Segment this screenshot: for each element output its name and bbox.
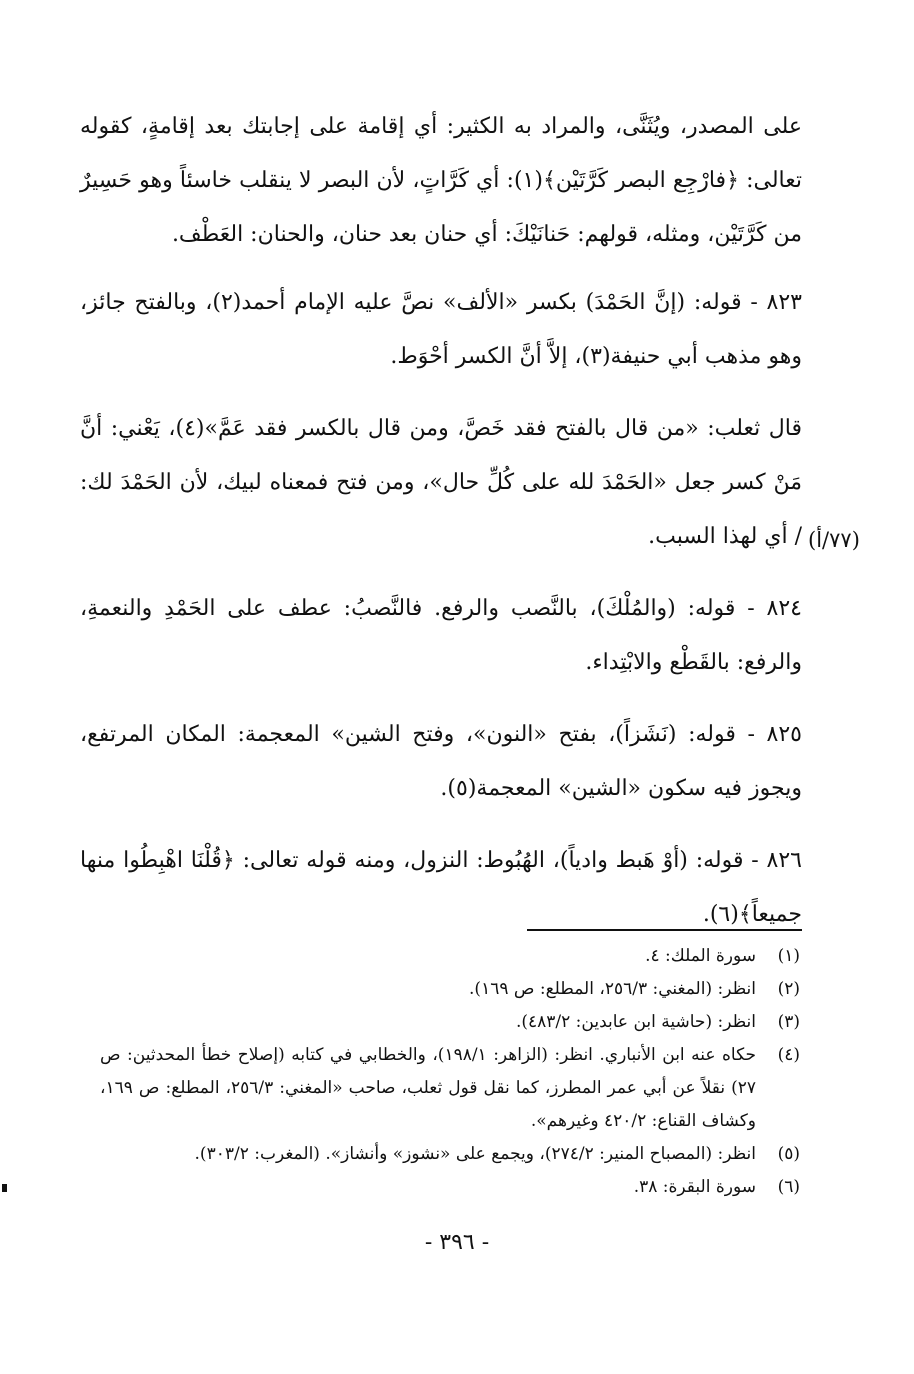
paragraph-1: على المصدر، ويُثَنَّى، والمراد به الكثير: أي إقامة على إجابتك بعد إقامةٍ، كقوله تعالى: ﴿فارْجِع البصر كَرَّتَيْن﴾(١): أي كَرَّاتٍ، لأن البصر لا ينقلب خاسئاً وهو حَسِيرٌ من كَرَّتَيْن، ومثله، قولهم: حَنانَيْكَ: أي حنان بعد حنان، والحنان: العَطْف.	[80, 114, 802, 247]
page-number: - ٣٩٦ -	[424, 1230, 490, 1255]
main-text	[80, 100, 802, 960]
footnote-item	[100, 1171, 800, 1204]
footnotes	[100, 940, 800, 1204]
manuscript-folio-ref: (٧٧/أ)	[808, 528, 860, 552]
footnote-item	[100, 1138, 800, 1171]
footnote-number: (٢)	[777, 979, 800, 999]
paragraph-4: ٨٢٤ - قوله: (والمُلْكَ)، بالنَّصب والرفع. فالنَّصبُ: عطف على الحَمْدِ والنعمةِ، والرفع: بالقَطْع والابْتِداء.	[80, 596, 802, 675]
footnote-number: (٥)	[777, 1144, 800, 1164]
footnote-text: سورة الملك: ٤.	[645, 946, 756, 966]
footnote-item	[100, 940, 800, 973]
paragraph-2: ٨٢٣ - قوله: (إنَّ الحَمْدَ) بكسر «الألف» نصَّ عليه الإمام أحمد(٢)، وبالفتح جائز، وهو مذهب أبي حنيفة(٣)، إلاَّ أنَّ الكسر أحْوَط.	[80, 290, 802, 369]
footnote-number: (٤)	[777, 1045, 800, 1065]
scan-edge-mark	[2, 1184, 7, 1192]
footnote-item	[100, 1006, 800, 1039]
footnote-item	[100, 1039, 800, 1138]
footnote-text: انظر: (المغني: ٢٥٦/٣، المطلع: ص ١٦٩).	[469, 979, 756, 999]
footnote-separator	[527, 929, 802, 931]
footnote-item	[100, 973, 800, 1006]
footnote-number: (٣)	[777, 1012, 800, 1032]
footnote-text: حكاه عنه ابن الأنباري. انظر: (الزاهر: ١٩٨/١)، والخطابي في كتابه (إصلاح خطأ المحدثين: ص ٢٧) نقلاً عن أبي عمر المطرز، كما نقل قول ثعلب، صاحب «المغني: ٢٥٦/٣، المطلع: ص ١٦٩، وكشاف القناع: ٤٢٠/٢ وغيرهم».	[100, 1045, 756, 1131]
paragraph-5: ٨٢٥ - قوله: (نَشَزاً)، بفتح «النون»، وفتح الشين» المعجمة: المكان المرتفع، ويجوز فيه سكون «الشين» المعجمة(٥).	[80, 722, 802, 801]
footnote-text: انظر: (المصباح المنير: ٢٧٤/٢)، ويجمع على «نشوز» وأنشاز». (المغرب: ٣٠٣/٢).	[194, 1144, 756, 1164]
paragraph-3: قال ثعلب: «من قال بالفتح فقد خَصَّ، ومن قال بالكسر فقد عَمَّ»(٤)، يَعْني: أنَّ مَنْ كسر جعل «الحَمْدَ لله على كُلِّ حال»، ومن فتح فمعناه لبيك، لأن الحَمْدَ لك: / أي لهذا السبب.	[80, 416, 802, 549]
footnote-text: انظر: (حاشية ابن عابدين: ٤٨٣/٢).	[515, 1012, 756, 1032]
footnote-number: (٦)	[777, 1177, 800, 1197]
footnote-text: سورة البقرة: ٣٨.	[633, 1177, 756, 1197]
paragraph-6: ٨٢٦ - قوله: (أوْ هَبط وادياً)، الهُبُوط: النزول، ومنه قوله تعالى: ﴿قُلْنَا اهْبِطُوا منها جميعاً﴾(٦).	[80, 848, 802, 927]
footnote-number: (١)	[777, 946, 800, 966]
